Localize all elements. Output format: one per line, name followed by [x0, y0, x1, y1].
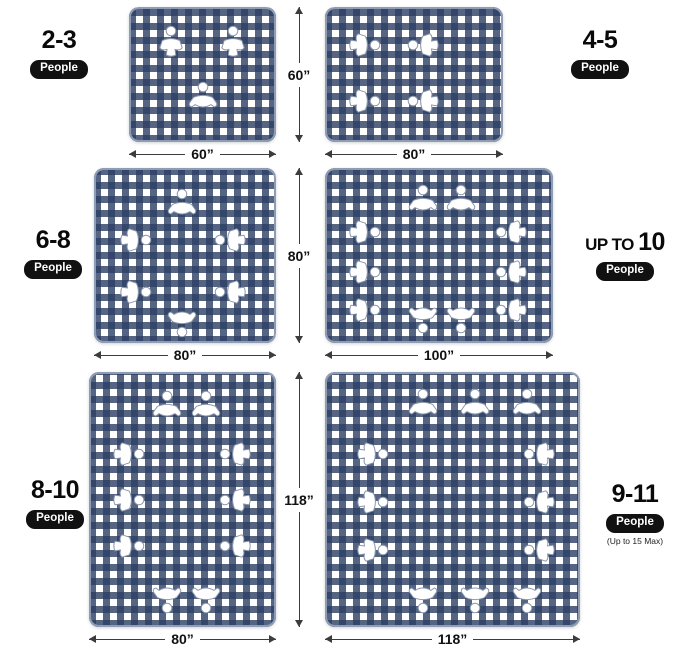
person-figure — [441, 296, 481, 336]
dimension-height-80-text: 80” — [288, 244, 311, 268]
blanket-80x118 — [89, 372, 276, 627]
dimension-width-80-bottom-text: 80” — [165, 631, 200, 647]
person-figure — [162, 186, 202, 226]
person-figure — [186, 576, 226, 616]
person-figure — [212, 220, 252, 260]
dimension-width-80-mid-text: 80” — [168, 347, 203, 363]
dimension-height-60 — [288, 7, 310, 142]
group-label-4-5 — [545, 28, 655, 79]
person-figure — [147, 388, 187, 428]
dimension-width-80-mid — [94, 345, 276, 365]
dimension-height-118 — [284, 372, 314, 627]
person-figure — [403, 576, 443, 616]
group-capacity-8-10: 8-10 — [30, 476, 80, 504]
person-figure — [351, 482, 391, 522]
person-figure — [343, 212, 383, 252]
person-figure — [217, 526, 257, 566]
dimension-height-60-text: 60” — [288, 63, 311, 87]
group-capacity-9-11: 9-11 — [611, 480, 659, 508]
person-figure — [147, 576, 187, 616]
person-figure — [405, 25, 445, 65]
person-figure — [343, 81, 383, 121]
person-figure — [107, 526, 147, 566]
person-figure — [217, 434, 257, 474]
person-figure — [405, 81, 445, 121]
dimension-width-80-top-text: 80” — [397, 146, 432, 162]
person-figure — [455, 576, 495, 616]
dimension-width-80-top — [325, 144, 503, 164]
person-figure — [507, 576, 547, 616]
dimension-width-60 — [129, 144, 276, 164]
person-figure — [441, 182, 481, 222]
person-figure — [351, 434, 391, 474]
person-figure — [186, 388, 226, 428]
group-capacity-2-3: 2-3 — [41, 26, 77, 54]
blanket-60x60 — [129, 7, 276, 142]
person-figure — [114, 220, 154, 260]
person-figure — [151, 23, 191, 63]
group-capacity-4-5: 4-5 — [582, 26, 618, 54]
dimension-width-118 — [325, 629, 580, 649]
person-figure — [521, 530, 561, 570]
person-figure — [507, 386, 547, 426]
group-capacity-prefix: UP TO — [585, 235, 639, 254]
group-people-pill-up-to-10: People — [596, 262, 654, 281]
dimension-width-60-text: 60” — [185, 146, 220, 162]
dimension-width-100 — [325, 345, 553, 365]
group-capacity-number: 10 — [638, 228, 665, 256]
group-label-6-8 — [0, 228, 106, 279]
person-figure — [343, 252, 383, 292]
blanket-118x118 — [325, 372, 580, 627]
person-figure — [493, 252, 533, 292]
group-people-pill-2-3: People — [30, 60, 88, 79]
person-figure — [521, 482, 561, 522]
person-figure — [343, 290, 383, 330]
person-figure — [403, 296, 443, 336]
dimension-width-118-text: 118” — [432, 631, 474, 647]
group-people-pill-9-11: People — [606, 514, 664, 533]
person-figure — [403, 182, 443, 222]
dimension-height-80 — [288, 168, 310, 343]
group-note-9-11: (Up to 15 Max) — [606, 535, 664, 546]
blanket-80x60 — [325, 7, 503, 142]
person-figure — [351, 530, 391, 570]
person-figure — [493, 290, 533, 330]
person-figure — [455, 386, 495, 426]
dimension-height-118-text: 118” — [284, 488, 314, 512]
group-capacity-6-8: 6-8 — [35, 226, 71, 254]
group-label-2-3 — [6, 28, 112, 79]
group-people-pill-6-8: People — [24, 260, 82, 279]
person-figure — [107, 434, 147, 474]
person-figure — [107, 480, 147, 520]
group-people-pill-8-10: People — [26, 510, 84, 529]
person-figure — [114, 272, 154, 312]
person-figure — [493, 212, 533, 252]
group-capacity-up-to-10 — [570, 230, 679, 255]
group-label-up-to-10 — [570, 230, 679, 281]
dimension-width-80-bottom — [89, 629, 276, 649]
person-figure — [217, 480, 257, 520]
blanket-100x80 — [325, 168, 553, 343]
person-figure — [212, 272, 252, 312]
group-people-pill-4-5: People — [571, 60, 629, 79]
person-figure — [213, 23, 253, 63]
person-figure — [403, 386, 443, 426]
person-figure — [343, 25, 383, 65]
dimension-width-100-text: 100” — [418, 347, 460, 363]
person-figure — [521, 434, 561, 474]
group-label-9-11 — [590, 482, 679, 545]
blanket-80x80 — [94, 168, 276, 343]
person-figure — [183, 79, 223, 119]
person-figure — [162, 300, 202, 340]
